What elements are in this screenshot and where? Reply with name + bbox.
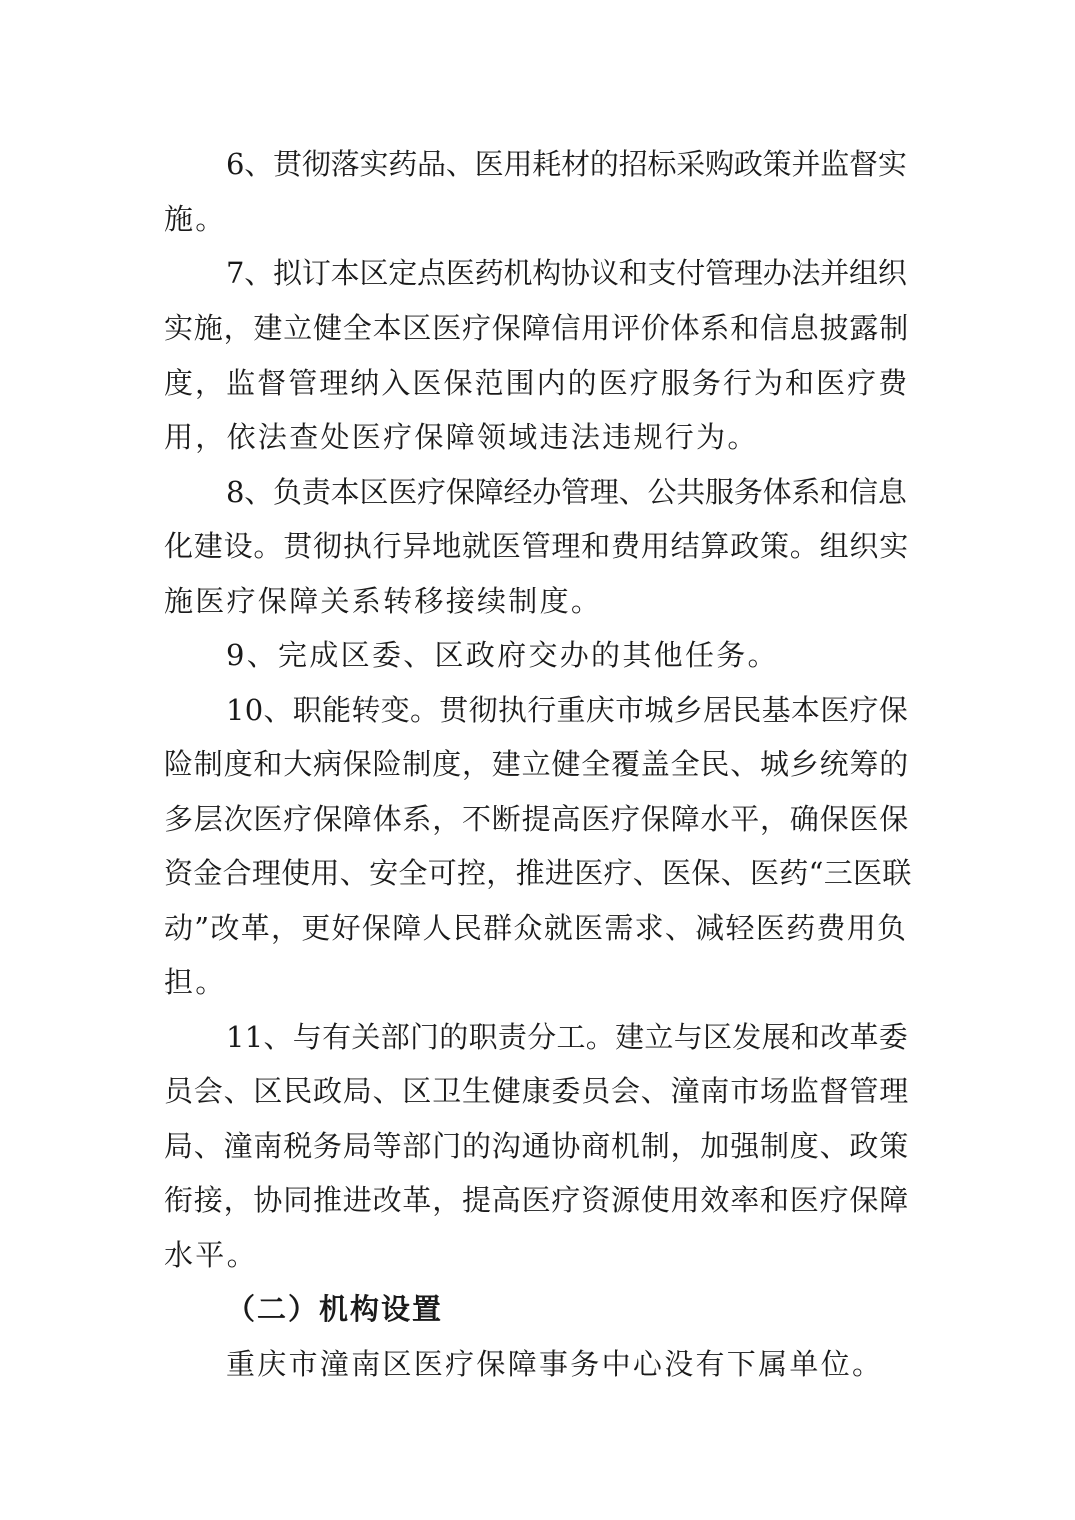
item-10-line-2: 险制度和大病保险制度，建立健全覆盖全民、城乡统筹的 xyxy=(164,747,910,781)
section-body: 重庆市潼南区医疗保障事务中心没有下属单位。 xyxy=(226,1347,884,1381)
item-7-line-3: 度，监督管理纳入医保范围内的医疗服务行为和医疗费 xyxy=(164,366,910,400)
item-10-line-4: 资金合理使用、安全可控，推进医疗、医保、医药“三医联 xyxy=(164,856,912,890)
item-6-line-1: 6、贯彻落实药品、医用耗材的招标采购政策并监督实 xyxy=(226,147,907,181)
item-11-line-3: 局、潼南税务局等部门的沟通协商机制，加强制度、政策 xyxy=(164,1129,910,1163)
item-11-line-5: 水平。 xyxy=(164,1238,258,1272)
item-10-line-6: 担。 xyxy=(164,965,227,999)
item-8-line-3: 施医疗保障关系转移接续制度。 xyxy=(164,584,603,618)
item-10-line-1: 10、职能转变。贯彻执行重庆市城乡居民基本医疗保 xyxy=(226,693,909,727)
item-7-line-2: 实施，建立健全本区医疗保障信用评价体系和信息披露制 xyxy=(164,311,910,345)
item-10-line-3: 多层次医疗保障体系，不断提高医疗保障水平，确保医保 xyxy=(164,802,910,836)
item-8-line-1: 8、负责本区医疗保障经办管理、公共服务体系和信息 xyxy=(226,475,907,509)
item-8-line-2: 化建设。贯彻执行异地就医管理和费用结算政策。组织实 xyxy=(164,529,910,563)
section-heading: （二）机构设置 xyxy=(226,1292,444,1326)
item-7-line-4: 用，依法查处医疗保障领域违法违规行为。 xyxy=(164,420,759,454)
item-7-line-1: 7、拟订本区定点医药机构协议和支付管理办法并组织 xyxy=(226,256,907,290)
item-11-line-1: 11、与有关部门的职责分工。建立与区发展和改革委 xyxy=(226,1020,909,1054)
item-11-line-4: 衔接，协同推进改革，提高医疗资源使用效率和医疗保障 xyxy=(164,1183,910,1217)
item-10-line-5: 动”改革，更好保障人民群众就医需求、减轻医药费用负 xyxy=(164,911,908,945)
item-11-line-2: 员会、区民政局、区卫生健康委员会、潼南市场监督管理 xyxy=(164,1074,910,1108)
item-6-line-2: 施。 xyxy=(164,202,227,236)
item-9-line-1: 9、完成区委、区政府交办的其他任务。 xyxy=(226,638,779,672)
